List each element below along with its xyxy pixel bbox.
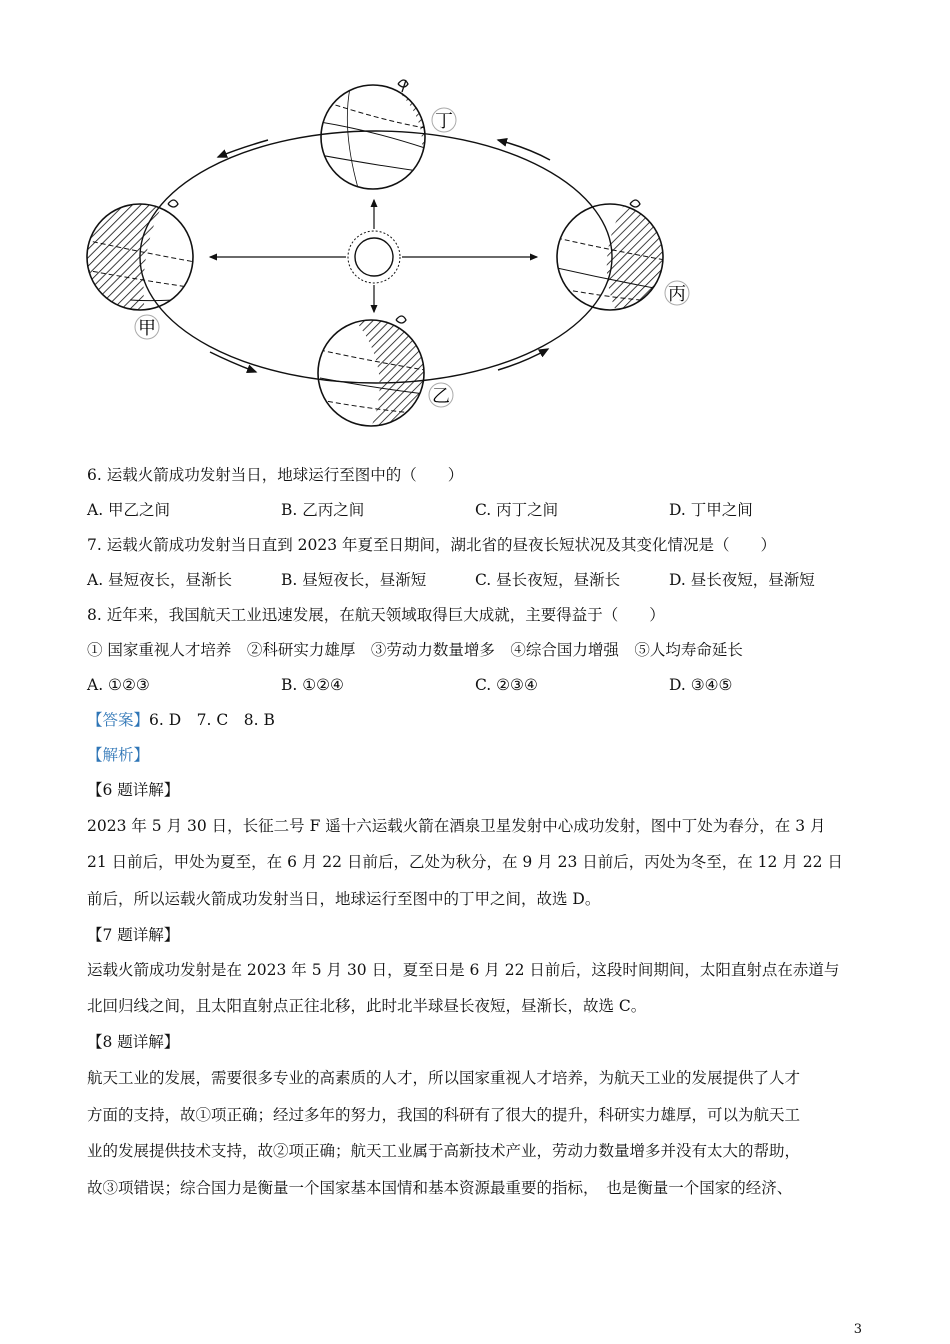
orbit-arrow-top-right (498, 140, 550, 160)
detail-8-line-4: 故③项错误；综合国力是衡量一个国家基本国情和基本资源最重要的指标， 也是衡量一个国家的经济、 (87, 1179, 793, 1197)
detail-7-line-1: 运载火箭成功发射是在 2023 年 5 月 30 日，夏至日是 6 月 22 日前后，这段时间期间，太阳直射点在赤道与 (87, 961, 840, 979)
earth-orbit-diagram (80, 70, 700, 440)
detail-6-title: 【6 题详解】 (87, 781, 180, 799)
detail-6-line-2: 21 日前后，甲处为夏至，在 6 月 22 日前后，乙处为秋分，在 9 月 23 日前后，丙处为冬至，在 12 月 22 日 (87, 853, 843, 871)
q6-option-a: A. 甲乙之间 (87, 501, 171, 519)
q7-option-a: A. 昼短夜长，昼渐长 (87, 571, 233, 589)
label-yi: 乙 (432, 386, 450, 407)
answer-line (87, 709, 275, 731)
earth-ding (320, 80, 440, 189)
page-number: 3 (853, 1322, 862, 1337)
q6-stem: 6. 运载火箭成功发射当日，地球运行至图中的（ ） (87, 466, 464, 484)
detail-6-line-3: 前后，所以运载火箭成功发射当日，地球运行至图中的丁甲之间，故选 D。 (87, 890, 601, 908)
q8-option-b: B. ①②④ (281, 676, 344, 694)
q7-stem: 7. 运载火箭成功发射当日直到 2023 年夏至日期间，湖北省的昼夜长短状况及其变化情况是（ ） (87, 536, 777, 554)
detail-7-line-2: 北回归线之间，且太阳直射点正往北移，此时北半球昼长夜短，昼渐长，故选 C。 (87, 997, 647, 1015)
detail-8-title: 【8 题详解】 (87, 1033, 180, 1051)
q7-option-c: C. 昼长夜短，昼渐长 (475, 571, 621, 589)
detail-8-line-2: 方面的支持，故①项正确；经过多年的努力，我国的科研有了很大的提升，科研实力雄厚，可以为航天工 (87, 1106, 801, 1124)
earth-bing (557, 198, 680, 320)
detail-8-line-3: 业的发展提供技术支持，故②项正确；航天工业属于高新技术产业，劳动力数量增多并没有太大的帮助， (87, 1142, 801, 1160)
q6-option-d: D. 丁甲之间 (669, 501, 753, 519)
q6-option-c: C. 丙丁之间 (475, 501, 559, 519)
detail-7-title: 【7 题详解】 (87, 926, 180, 944)
q8-stem: 8. 近年来，我国航天工业迅速发展，在航天领域取得巨大成就，主要得益于（ ） (87, 606, 665, 624)
q8-option-c: C. ②③④ (475, 676, 538, 694)
orbit-arrow-bottom-right (498, 349, 548, 370)
orbit-arrow-bottom-left (210, 352, 256, 372)
q8-items: ① 国家重视人才培养 ②科研实力雄厚 ③劳动力数量增多 ④综合国力增强 ⑤人均寿命延长 (87, 641, 743, 659)
earth-yi (318, 316, 430, 430)
label-jia: 甲 (138, 318, 156, 339)
analysis-label: 【解析】 (87, 746, 150, 764)
q7-option-b: B. 昼短夜长，昼渐短 (281, 571, 427, 589)
earth-jia (80, 200, 195, 315)
detail-8-line-1: 航天工业的发展，需要很多专业的高素质的人才，所以国家重视人才培养，为航天工业的发展提供了人才 (87, 1069, 801, 1087)
answer-text: 6. D 7. C 8. B (149, 711, 275, 729)
q8-option-a: A. ①②③ (87, 676, 150, 694)
q6-option-b: B. 乙丙之间 (281, 501, 365, 519)
label-ding: 丁 (435, 111, 453, 132)
detail-6-line-1: 2023 年 5 月 30 日，长征二号 F 遥十六运载火箭在酒泉卫星发射中心成功发射，图中丁处为春分，在 3 月 (87, 817, 826, 835)
answer-label: 【答案】 (87, 711, 150, 729)
q8-option-d: D. ③④⑤ (669, 676, 733, 694)
q7-option-d: D. 昼长夜短，昼渐短 (669, 571, 815, 589)
orbit-arrow-top-left (218, 140, 268, 157)
sun-icon (348, 231, 400, 283)
label-bing: 丙 (668, 284, 686, 305)
